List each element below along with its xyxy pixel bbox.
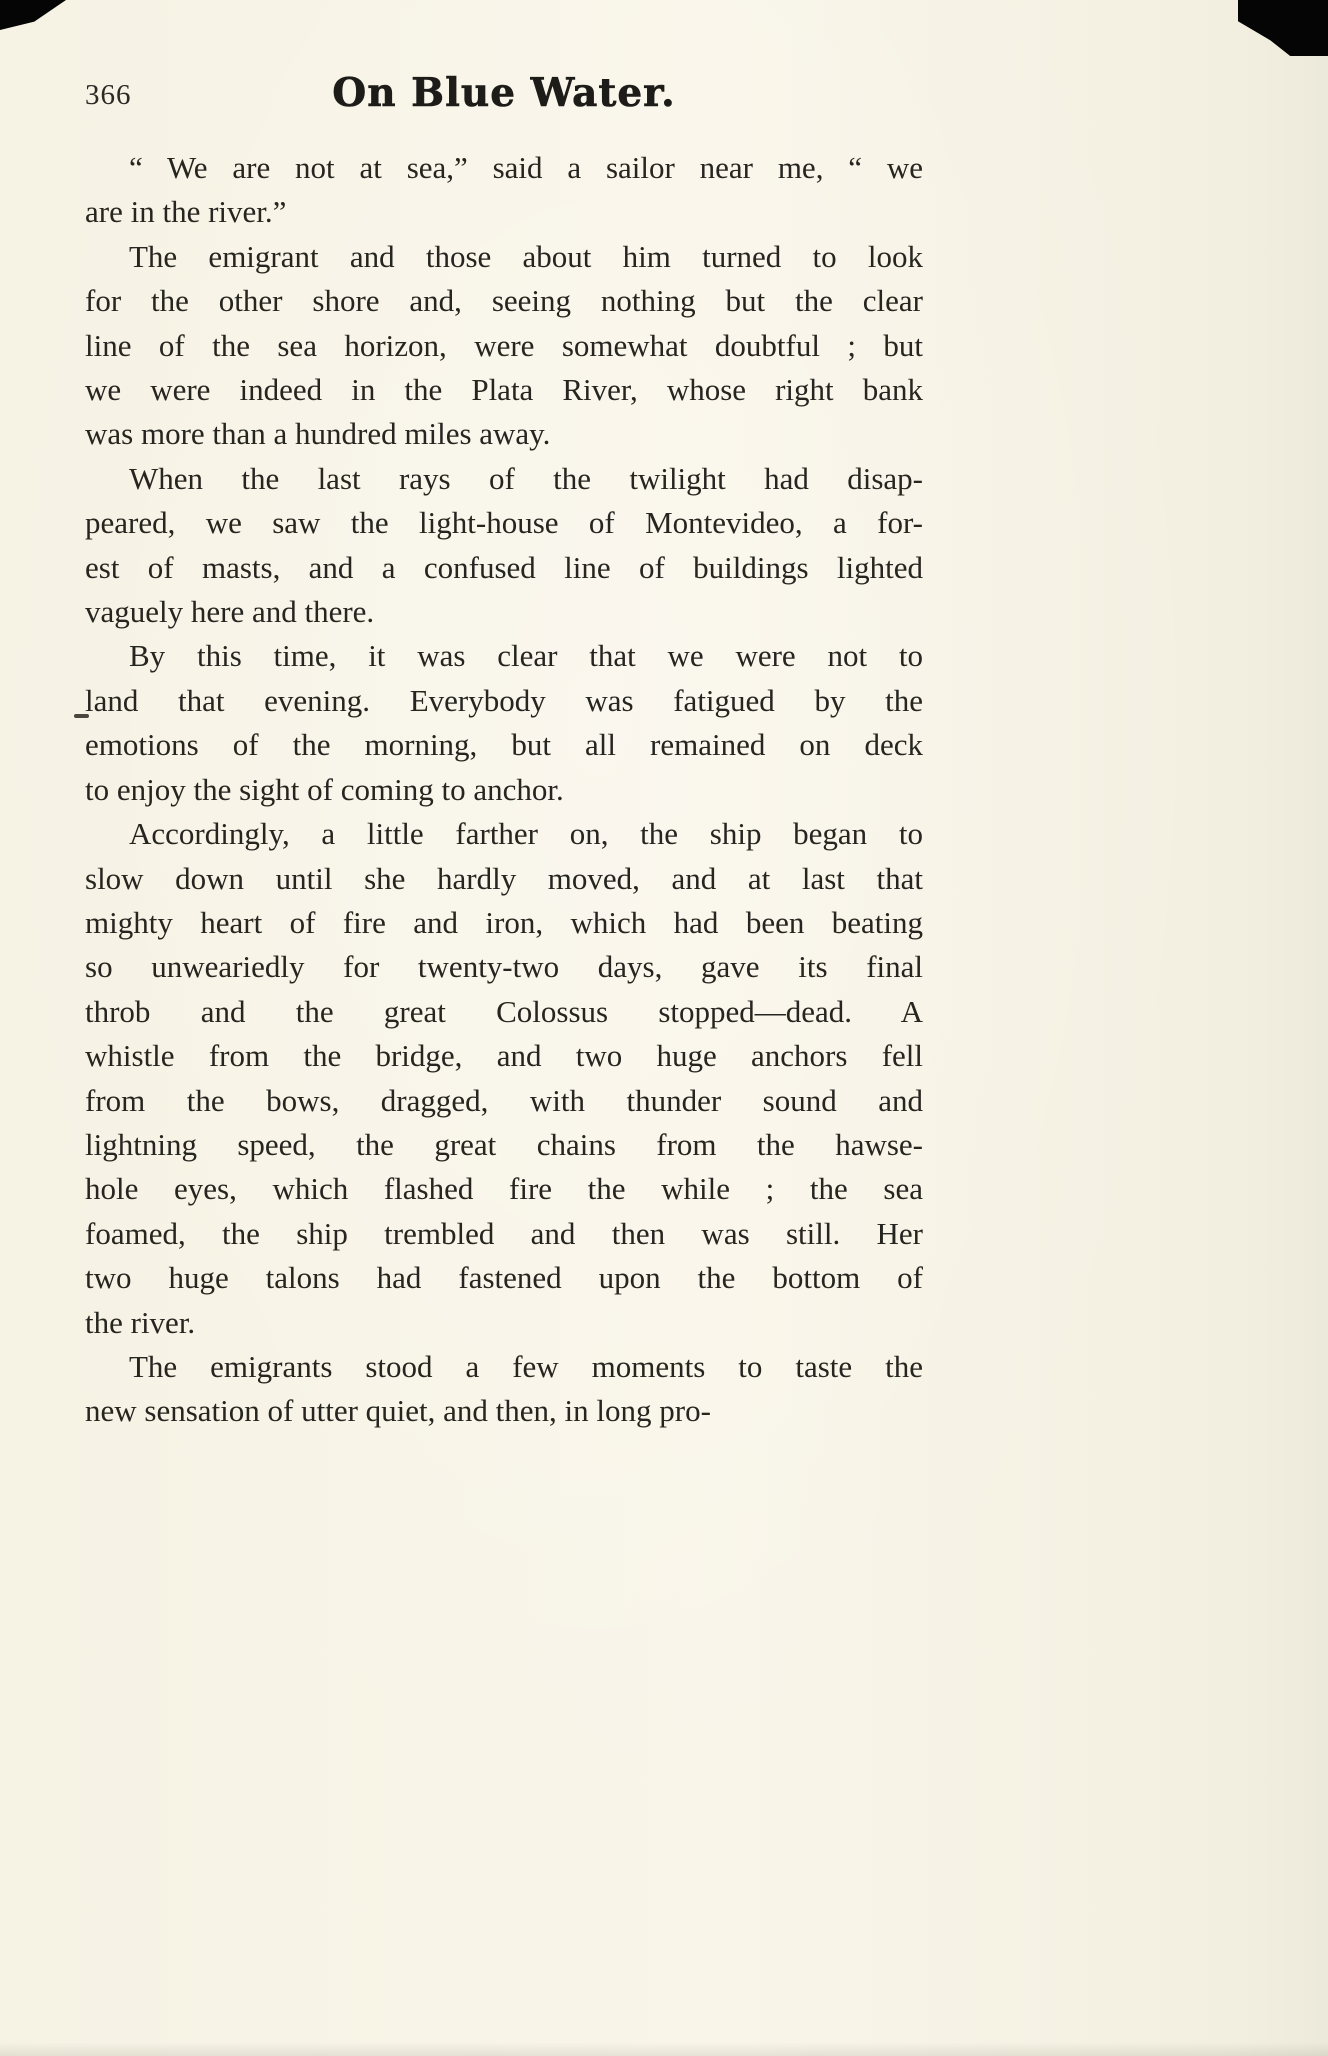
text-line: two huge talons had fastened upon the bottom of — [85, 1260, 923, 1296]
text-line: so unweariedly for twenty-two days, gave its final — [85, 949, 923, 985]
text-line: The emigrant and those about him turned to look — [129, 238, 923, 274]
paragraph — [85, 1345, 923, 1434]
paragraph — [85, 634, 923, 812]
text-line: are in the river.” — [85, 194, 287, 230]
text-line: hole eyes, which flashed fire the while ; the sea — [85, 1171, 923, 1207]
text-line: est of masts, and a confused line of buildings lighted — [85, 549, 923, 585]
text-line: the river. — [85, 1304, 196, 1340]
paragraph — [85, 235, 923, 457]
text-line: to enjoy the sight of coming to anchor. — [85, 771, 564, 807]
text-line: emotions of the morning, but all remained on deck — [85, 727, 923, 763]
running-title: On Blue Water. — [332, 70, 676, 116]
text-line: The emigrants stood a few moments to taste the — [129, 1348, 923, 1384]
scan-artifact-top-right — [1238, 0, 1328, 56]
text-line: for the other shore and, seeing nothing but the clear — [85, 283, 923, 319]
paragraph — [85, 146, 923, 235]
text-line: By this time, it was clear that we were not to — [129, 638, 923, 674]
text-line: peared, we saw the light-house of Montevideo, a for- — [85, 505, 923, 541]
paragraph — [85, 457, 923, 635]
text-line: we were indeed in the Plata River, whose right bank — [85, 372, 923, 408]
text-line: new sensation of utter quiet, and then, in long pro- — [85, 1393, 711, 1429]
text-line: Accordingly, a little farther on, the ship began to — [129, 816, 923, 852]
text-line: foamed, the ship trembled and then was still. Her — [85, 1215, 923, 1251]
text-line: mighty heart of fire and iron, which had been beating — [85, 904, 923, 940]
text-line: throb and the great Colossus stopped—dead. A — [85, 993, 923, 1029]
scan-artifact-top-left — [0, 0, 66, 30]
text-line: lightning speed, the great chains from the hawse- — [85, 1126, 923, 1162]
text-line: When the last rays of the twilight had disap- — [129, 460, 923, 496]
text-line: slow down until she hardly moved, and at last that — [85, 860, 923, 896]
text-line: vaguely here and there. — [85, 594, 375, 630]
text-line: was more than a hundred miles away. — [85, 416, 551, 452]
text-line: from the bows, dragged, with thunder sound and — [85, 1082, 923, 1118]
text-line: line of the sea horizon, were somewhat doubtful ; but — [85, 327, 923, 363]
scan-artifact-bottom-shade — [0, 2042, 1328, 2056]
text-line: “ We are not at sea,” said a sailor near me, “ we — [129, 150, 923, 185]
page-header — [85, 70, 923, 120]
text-line: land that evening. Everybody was fatigued by the — [85, 682, 923, 718]
text-block — [85, 146, 923, 1434]
text-line: whistle from the bridge, and two huge anchors fell — [85, 1038, 923, 1074]
paragraph — [85, 812, 923, 1345]
page-number: 366 — [85, 79, 132, 111]
